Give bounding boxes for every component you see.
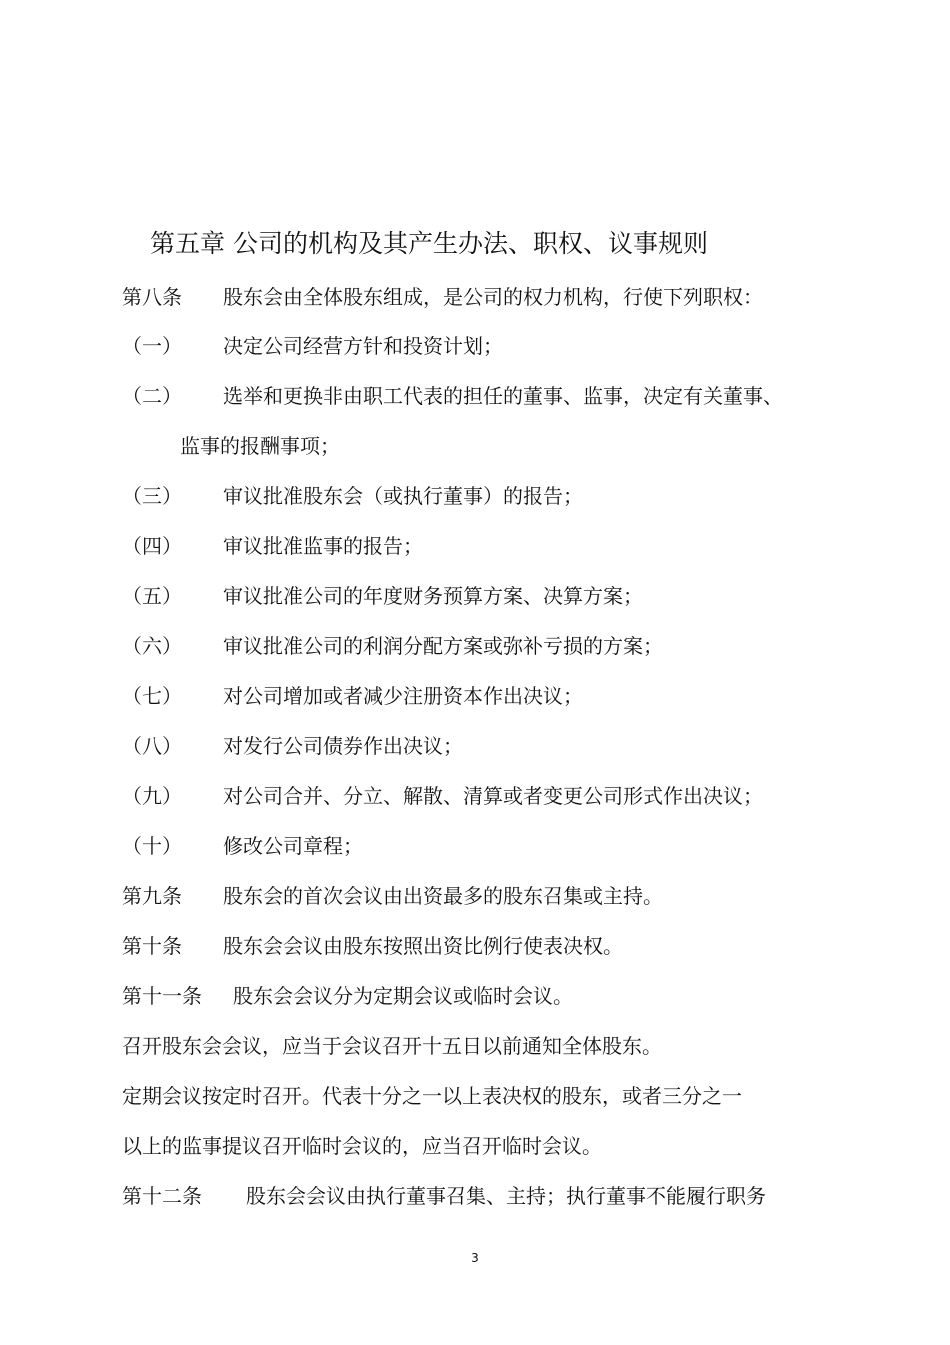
list-item-text: 审议批准公司的利润分配方案或弥补亏损的方案； [223, 634, 663, 658]
article-11-label: 第十一条 [122, 984, 202, 1008]
list-item-label: （三） [122, 484, 182, 508]
article-8-label: 第八条 [122, 285, 182, 309]
page-number: 3 [471, 1251, 479, 1265]
paragraph-text: 定期会议按定时召开。代表十分之一以上表决权的股东，或者三分之一 [122, 1084, 742, 1108]
list-item-label: （十） [122, 834, 182, 858]
list-item-label: （八） [122, 734, 182, 758]
article-9-label: 第九条 [122, 884, 182, 908]
list-item-label: （六） [122, 634, 182, 658]
list-item-label: （四） [122, 534, 182, 558]
list-item-text: 审议批准监事的报告； [223, 534, 423, 558]
paragraph-text: 召开股东会会议，应当于会议召开十五日以前通知全体股东。 [122, 1034, 662, 1058]
list-item-text: 决定公司经营方针和投资计划； [223, 334, 503, 358]
list-item-label: （九） [122, 784, 182, 808]
list-item-label: （一） [122, 334, 182, 358]
chapter-title: 第五章 公司的机构及其产生办法、职权、议事规则 [150, 229, 708, 258]
list-item-text: 对公司增加或者减少注册资本作出决议； [223, 684, 583, 708]
list-item-label: （五） [122, 584, 182, 608]
list-item-text: 审议批准公司的年度财务预算方案、决算方案； [223, 584, 643, 608]
list-item-text: 对发行公司债券作出决议； [223, 734, 463, 758]
paragraph-text: 以上的监事提议召开临时会议的，应当召开临时会议。 [122, 1134, 602, 1158]
list-item-continuation-text: 监事的报酬事项； [180, 434, 340, 458]
article-10-label: 第十条 [122, 934, 182, 958]
article-8-text: 股东会由全体股东组成，是公司的权力机构，行使下列职权： [223, 285, 763, 309]
article-10-text: 股东会会议由股东按照出资比例行使表决权。 [223, 934, 623, 958]
article-12-label: 第十二条 [122, 1184, 202, 1208]
list-item-text: 修改公司章程； [223, 834, 363, 858]
list-item-label: （二） [122, 384, 182, 408]
list-item-label: （七） [122, 684, 182, 708]
article-9-text: 股东会的首次会议由出资最多的股东召集或主持。 [223, 884, 663, 908]
article-12-text: 股东会会议由执行董事召集、主持；执行董事不能履行职务 [246, 1184, 766, 1208]
article-11-text: 股东会会议分为定期会议或临时会议。 [233, 984, 573, 1008]
list-item-text: 审议批准股东会（或执行董事）的报告； [223, 484, 583, 508]
list-item-text: 选举和更换非由职工代表的担任的董事、监事，决定有关董事、 [223, 384, 783, 408]
list-item-text: 对公司合并、分立、解散、清算或者变更公司形式作出决议； [223, 784, 763, 808]
